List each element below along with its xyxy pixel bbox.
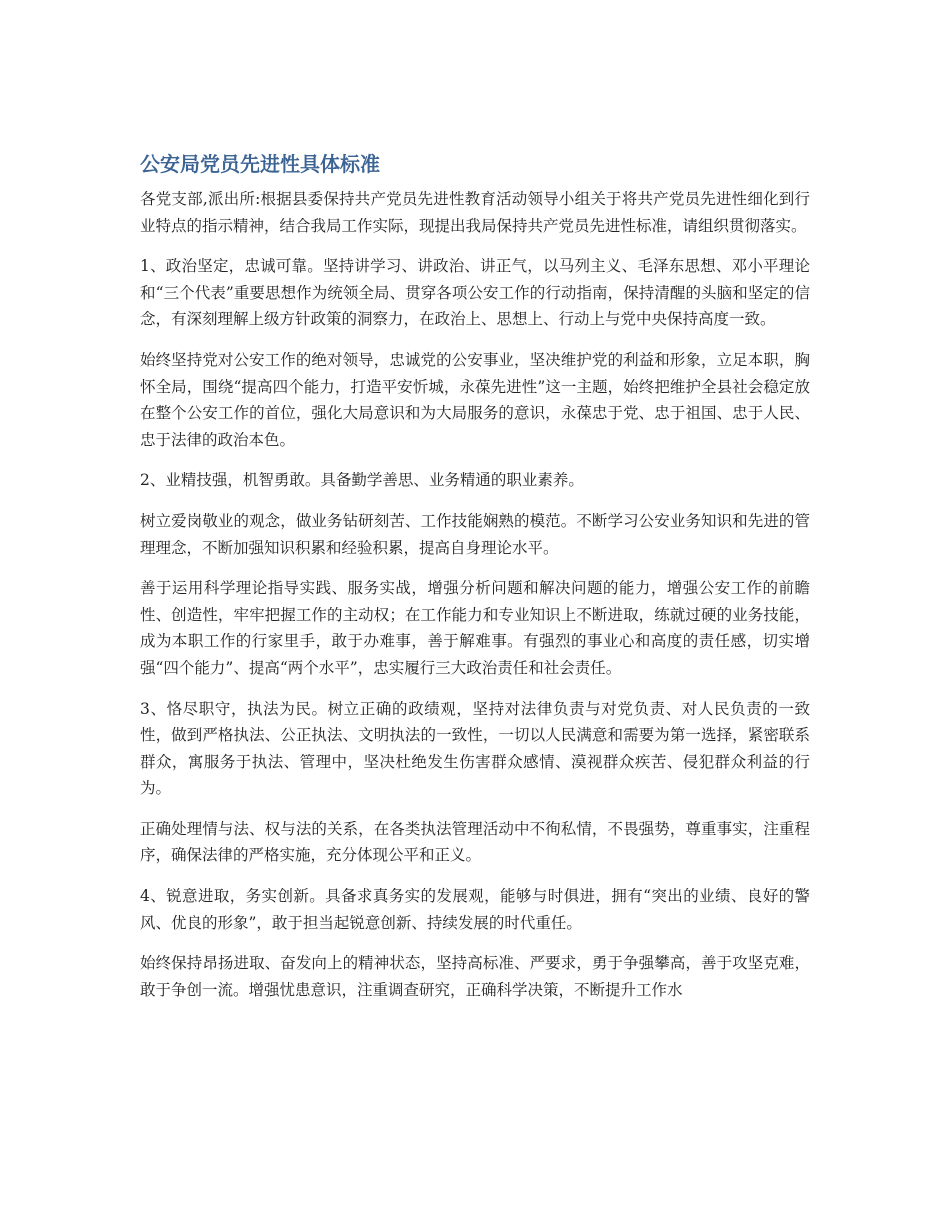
paragraph-2: 始终坚持党对公安工作的绝对领导，忠诚党的公安事业，坚决维护党的利益和形象，立足本职，胸怀全局，围绕“提高四个能力，打造平安忻城，永葆先进性”这一主题，始终把维护全县社会稳定放在整个公安工作的首位，强化大局意识和为大局服务的意识，永葆忠于党、忠于祖国、忠于人民、忠于法律的政治本色。 bbox=[140, 350, 810, 449]
document-title: 公安局党员先进性具体标准 bbox=[140, 152, 380, 176]
paragraph-8: 4、锐意进取，务实创新。具备求真务实的发展观，能够与时俱进，拥有“突出的业绩、良好的警风、优良的形象”，敢于担当起锐意创新、持续发展的时代重任。 bbox=[140, 887, 810, 932]
paragraph-7: 正确处理情与法、权与法的关系，在各类执法管理活动中不徇私情，不畏强势，尊重事实，注重程序，确保法律的严格实施，充分体现公平和正义。 bbox=[140, 819, 810, 865]
document-page bbox=[140, 148, 810, 1017]
paragraph-3: 2、业精技强，机智勇敢。具备勤学善思、业务精通的职业素养。 bbox=[140, 471, 584, 490]
paragraph-5: 善于运用科学理论指导实践、服务实战，增强分析问题和解决问题的能力，增强公安工作的前瞻性、创造性，牢牢把握工作的主动权；在工作能力和专业知识上不断进取，练就过硬的业务技能，成为本职工作的行家里手，敢于办难事，善于解难事。有强烈的事业心和高度的责任感，切实增强“四个能力”、提高“两个水平”，忠实履行三大政治责任和社会责任。 bbox=[140, 579, 810, 677]
paragraph-1: 1、政治坚定，忠诚可靠。坚持讲学习、讲政治、讲正气，以马列主义、毛泽东思想、邓小平理论和“三个代表”重要思想作为统领全局、贯穿各项公安工作的行动指南，保持清醒的头脑和坚定的信念，有深刻理解上级方针政策的洞察力，在政治上、思想上、行动上与党中央保持高度一致。 bbox=[140, 257, 810, 329]
paragraph-6: 3、恪尽职守，执法为民。树立正确的政绩观，坚持对法律负责与对党负责、对人民负责的一致性，做到严格执法、公正执法、文明执法的一致性，一切以人民满意和需要为第一选择，紧密联系群众，寓服务于执法、管理中，坚决杜绝发生伤害群众感情、漠视群众疾苦、侵犯群众利益的行为。 bbox=[140, 699, 810, 798]
intro-paragraph: 各党支部,派出所:根据县委保持共产党员先进性教育活动领导小组关于将共产党员先进性细化到行业特点的指示精神，结合我局工作实际，现提出我局保持共产党员先进性标准，请组织贯彻落实。 bbox=[140, 190, 810, 235]
paragraph-4: 树立爱岗敬业的观念，做业务钻研刻苦、工作技能娴熟的模范。不断学习公安业务知识和先进的管理理念，不断加强知识积累和经验积累，提高自身理论水平。 bbox=[140, 511, 810, 557]
paragraph-9: 始终保持昂扬进取、奋发向上的精神状态，坚持高标准、严要求，勇于争强攀高，善于攻坚克难，敢于争创一流。增强忧患意识，注重调查研究，正确科学决策，不断提升工作水 bbox=[140, 954, 810, 999]
